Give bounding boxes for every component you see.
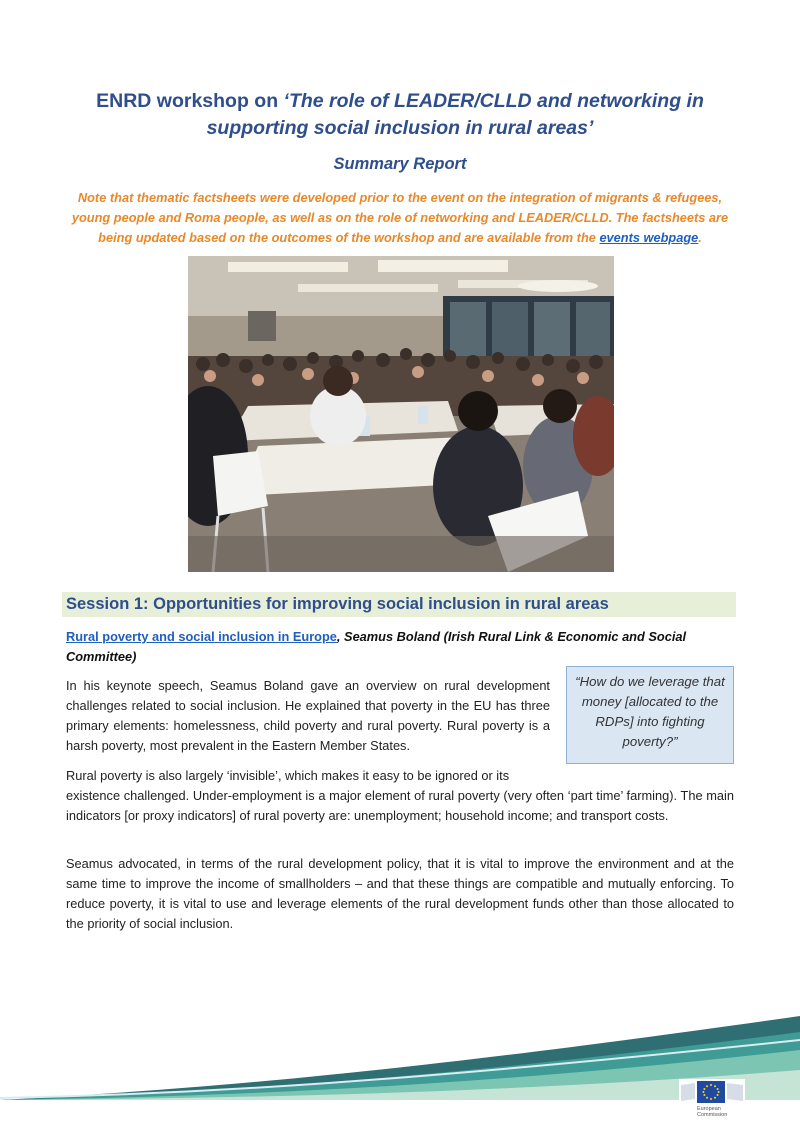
speaker-line — [66, 627, 736, 667]
factsheet-note — [62, 188, 738, 248]
note-text: Note that thematic factsheets were developed prior to the event on the integration of migrants & refugees, young people and Roma people, as well as on the role of networking and LEADER/CLLD. The factsheets are being updated based on the outcomes of the workshop and are available from the — [71, 190, 729, 245]
pull-quote: “How do we leverage that money [allocated to the RDPs] into fighting poverty?” — [566, 666, 734, 764]
page-subtitle: Summary Report — [333, 155, 467, 173]
body-paragraph-1: In his keynote speech, Seamus Boland gave an overview on rural development challenges related to social inclusion. He explained that poverty in the EU has three primary elements: homelessness, child poverty and rural poverty. Rural poverty is a harsh poverty, most prevalent in the Eastern Member States. — [66, 678, 550, 753]
events-webpage-link[interactable]: events webpage — [599, 230, 699, 245]
title-prefix: ENRD workshop on — [96, 90, 284, 112]
body-paragraph-2-rest: existence challenged. Under-employment is a major element of rural poverty (very often ‘part time’ farming). The main indicators [or proxy indicators] of rural poverty are: unemployment; household income; and transport costs. — [66, 788, 734, 823]
talk-link[interactable]: Rural poverty and social inclusion in Europe — [66, 629, 337, 644]
european-commission-logo — [679, 1079, 745, 1119]
page-title — [60, 88, 740, 142]
note-end: . — [698, 230, 702, 245]
body-paragraph-2-start: Rural poverty is also largely ‘invisible’, which makes it easy to be ignored or its — [66, 768, 510, 783]
speaker-name: , Seamus Boland (Irish Rural Link & Economic and Social Committee) — [66, 629, 687, 664]
title-italic-line2: supporting social inclusion in rural areas’ — [206, 117, 594, 139]
title-italic-line1: ‘The role of LEADER/CLLD and networking in — [283, 90, 704, 112]
session-heading: Session 1: Opportunities for improving social inclusion in rural areas — [62, 592, 736, 617]
workshop-photo-illustration — [188, 256, 614, 572]
body-paragraph-3: Seamus advocated, in terms of the rural development policy, that it is vital to improve the environment and at the same time to improve the income of smallholders – and that these things are compatible and mutually enforcing. To reduce poverty, it is vital to use and leverage elements of the rural development funds other than those allocated to the priority of social inclusion. — [66, 856, 734, 931]
logo-label: European Commission — [697, 1106, 728, 1118]
workshop-photo — [188, 256, 614, 572]
